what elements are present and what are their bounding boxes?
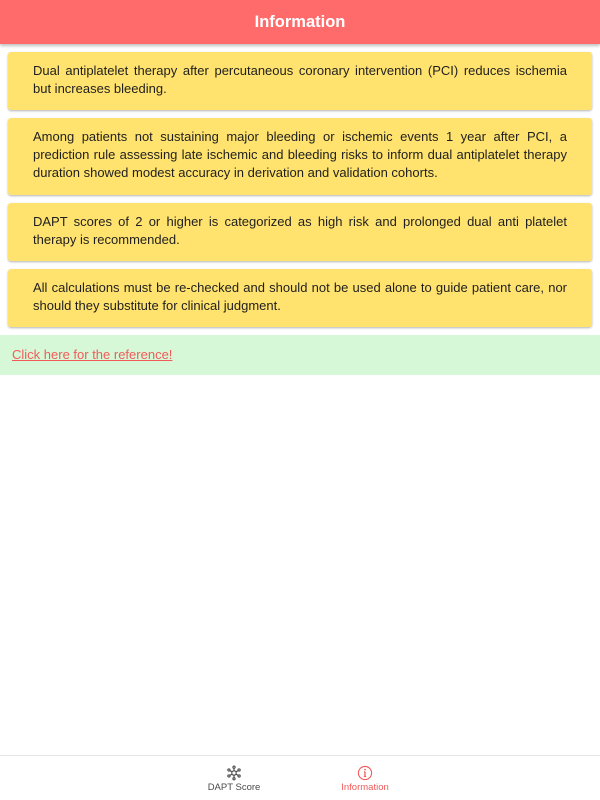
tab-information[interactable]: [320, 756, 410, 800]
tab-bar: [0, 755, 600, 800]
info-card-disclaimer: [8, 269, 592, 327]
page-title: Information: [254, 12, 346, 31]
info-card-pci: [8, 52, 592, 110]
tab-label: Information: [341, 782, 389, 793]
navigation-bar: [0, 0, 600, 44]
info-circle-icon: [357, 765, 373, 781]
info-card-text: Dual antiplatelet therapy after percutaneous coronary intervention (PCI) reduces ischemia but increases bleeding.: [33, 63, 567, 96]
info-card-high-risk: [8, 203, 592, 261]
tab-dapt-score[interactable]: [189, 756, 279, 800]
info-card-prediction-rule: [8, 118, 592, 195]
info-card-text: All calculations must be re-checked and should not be used alone to guide patient care, nor should they substitute for clinical judgment.: [33, 280, 567, 313]
reference-link[interactable]: Click here for the reference!: [12, 347, 173, 362]
molecule-icon: [226, 765, 242, 781]
reference-bar: [0, 335, 600, 375]
info-card-text: DAPT scores of 2 or higher is categorized as high risk and prolonged dual anti platelet therapy is recommended.: [33, 214, 567, 247]
info-card-text: Among patients not sustaining major bleeding or ischemic events 1 year after PCI, a prediction rule assessing late ischemic and bleeding risks to inform dual antiplatelet therapy duration showed modest accuracy in derivation and validation cohorts.: [33, 129, 567, 180]
tab-label: DAPT Score: [207, 782, 261, 793]
info-content: [0, 44, 600, 375]
